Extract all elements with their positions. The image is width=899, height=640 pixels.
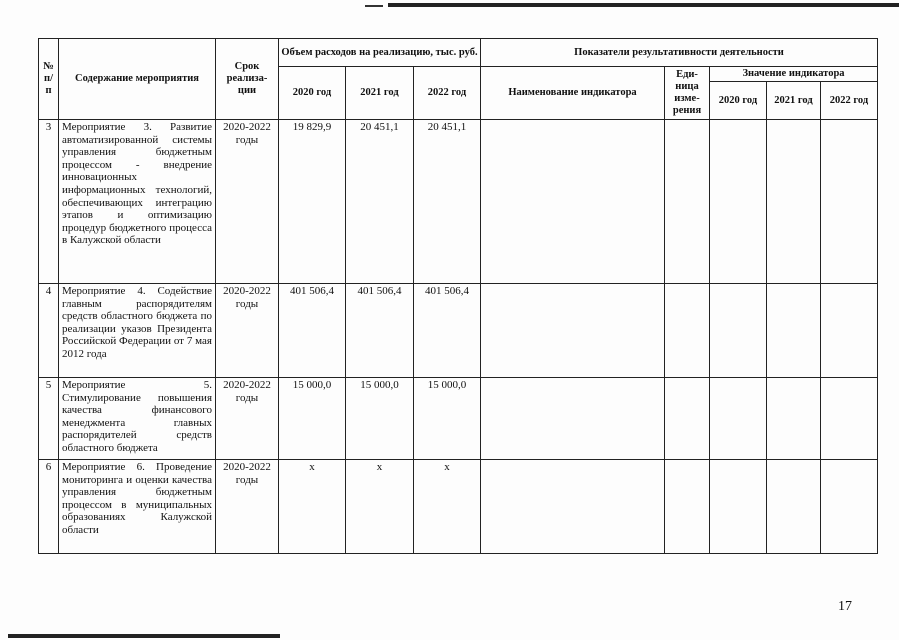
row-num: 4 xyxy=(39,284,59,378)
row-indicator-name xyxy=(481,378,665,460)
row-value-2022: х xyxy=(414,460,481,554)
row-unit xyxy=(665,120,710,284)
row-content: Мероприятие 4. Содействие главным распорядителям средств областного бюджета по реализации указов Президента Российской Федерации от 7 мая 2012 года xyxy=(59,284,216,378)
header-content: Содержание мероприятия xyxy=(59,39,216,120)
header-year-2022: 2022 год xyxy=(414,67,481,120)
row-num: 5 xyxy=(39,378,59,460)
top-rule xyxy=(388,3,899,7)
page-number: 17 xyxy=(838,599,852,614)
row-ind-2020 xyxy=(710,378,767,460)
header-year-2021: 2021 год xyxy=(346,67,414,120)
row-ind-2022 xyxy=(821,120,878,284)
header-expenses: Объем расходов на реализацию, тыс. руб. xyxy=(279,39,481,67)
header-indicator-value: Значение индикатора xyxy=(710,67,878,82)
header-ind-year-2022: 2022 год xyxy=(821,82,878,120)
budget-table xyxy=(38,38,878,554)
header-year-2020: 2020 год xyxy=(279,67,346,120)
row-term: 2020-2022 годы xyxy=(216,460,279,554)
row-indicator-name xyxy=(481,120,665,284)
row-content: Мероприятие 3. Развитие автоматизированной системы управления бюджетным процессом - внедрение инновационных информационных технологий, обеспечивающих интеграцию этапов и оптимизацию процедур бюджетного процесса в Калужской области xyxy=(59,120,216,284)
row-ind-2021 xyxy=(767,378,821,460)
row-ind-2021 xyxy=(767,460,821,554)
top-rule-short xyxy=(365,5,383,7)
row-ind-2020 xyxy=(710,460,767,554)
bottom-rule xyxy=(8,634,280,638)
row-indicator-name xyxy=(481,460,665,554)
header-indicator-name: Наименование индикатора xyxy=(481,67,665,120)
row-content: Мероприятие 5. Стимулирование повышения качества финансового менеджмента главных распорядителей средств областного бюджета xyxy=(59,378,216,460)
header-term: Срок реализа-ции xyxy=(216,39,279,120)
row-ind-2022 xyxy=(821,378,878,460)
header-unit: Еди-ница изме-рения xyxy=(665,67,710,120)
row-value-2021: х xyxy=(346,460,414,554)
row-ind-2022 xyxy=(821,284,878,378)
row-indicator-name xyxy=(481,284,665,378)
header-ind-year-2021: 2021 год xyxy=(767,82,821,120)
row-unit xyxy=(665,284,710,378)
header-num: № п/п xyxy=(39,39,59,120)
row-value-2022: 401 506,4 xyxy=(414,284,481,378)
row-ind-2021 xyxy=(767,284,821,378)
row-unit xyxy=(665,460,710,554)
table-row xyxy=(39,460,878,554)
row-value-2021: 401 506,4 xyxy=(346,284,414,378)
row-unit xyxy=(665,378,710,460)
row-value-2021: 15 000,0 xyxy=(346,378,414,460)
row-ind-2020 xyxy=(710,120,767,284)
row-term: 2020-2022 годы xyxy=(216,378,279,460)
row-value-2021: 20 451,1 xyxy=(346,120,414,284)
row-ind-2020 xyxy=(710,284,767,378)
row-content: Мероприятие 6. Проведение мониторинга и оценки качества управления бюджетным процессом в муниципальных образованиях Калужской области xyxy=(59,460,216,554)
row-ind-2021 xyxy=(767,120,821,284)
row-value-2020: х xyxy=(279,460,346,554)
row-num: 3 xyxy=(39,120,59,284)
row-value-2022: 15 000,0 xyxy=(414,378,481,460)
table-row xyxy=(39,284,878,378)
row-ind-2022 xyxy=(821,460,878,554)
row-value-2020: 15 000,0 xyxy=(279,378,346,460)
header-indicators: Показатели результативности деятельности xyxy=(481,39,878,67)
header-ind-year-2020: 2020 год xyxy=(710,82,767,120)
table-row xyxy=(39,120,878,284)
row-value-2022: 20 451,1 xyxy=(414,120,481,284)
row-term: 2020-2022 годы xyxy=(216,284,279,378)
row-value-2020: 19 829,9 xyxy=(279,120,346,284)
row-term: 2020-2022 годы xyxy=(216,120,279,284)
row-num: 6 xyxy=(39,460,59,554)
table-row xyxy=(39,378,878,460)
row-value-2020: 401 506,4 xyxy=(279,284,346,378)
